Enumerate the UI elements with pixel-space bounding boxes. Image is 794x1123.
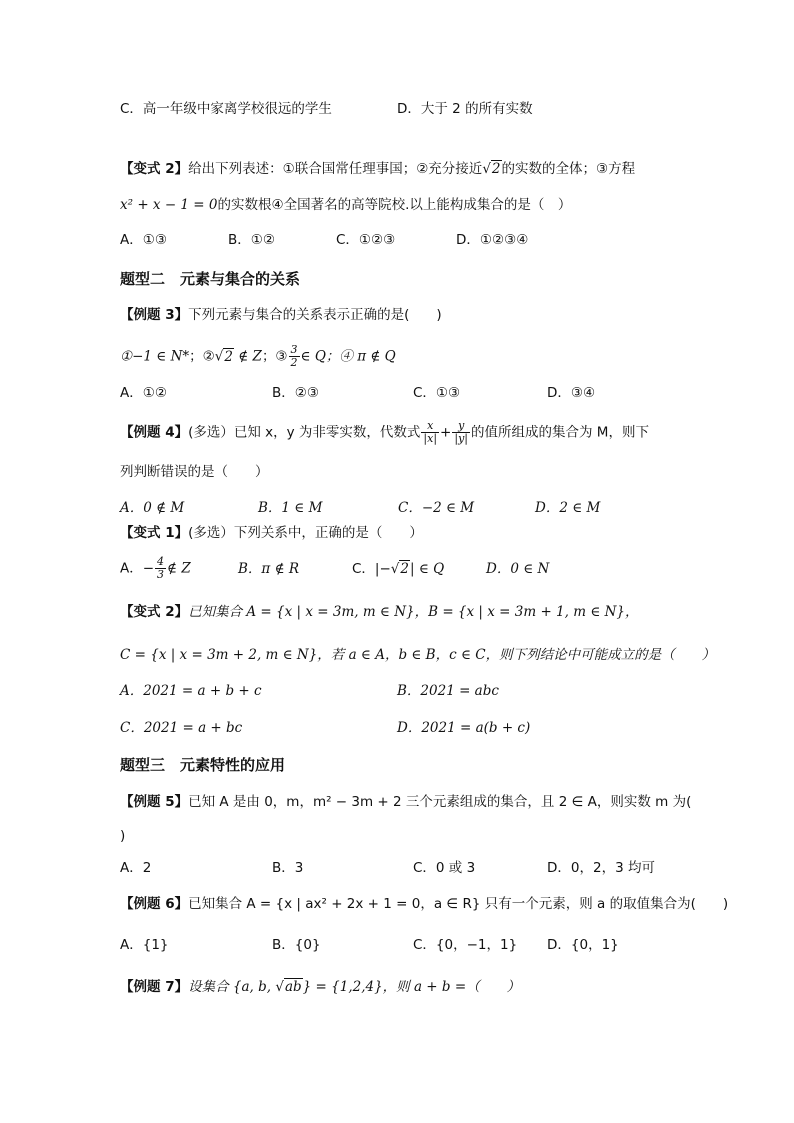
option-d: D．0 ∈ N (486, 561, 550, 577)
question-text: 给出下列表述：①联合国常任理事国；②充分接近 (188, 161, 483, 177)
fraction: $\frac{4}{3}$ (157, 555, 165, 581)
option-b: B．2021 = abc (397, 683, 499, 699)
option-b: B．{0} (272, 937, 321, 953)
option-b: B．π ∉ R (238, 561, 300, 577)
question-text: 已知 A 是由 0，m，m² − 3m + 2 三个元素组成的集合，且 2 ∈ A，则实数 m 为( (188, 794, 692, 810)
question-tag: 【例题 6】 (120, 896, 189, 912)
option-b: B．3 (272, 860, 304, 876)
option-c: C．{0，−1，1} (413, 937, 518, 953)
question-text: (多选）下列关系中，正确的是（ ） (188, 525, 423, 541)
question-tag: 【例题 4】 (120, 424, 189, 441)
question-text: 的实数的全体；③方程 (501, 161, 636, 177)
fraction: $\frac{3}{2}$ (290, 343, 298, 369)
option-c: C．①②③ (336, 232, 396, 248)
option-d: D．③④ (547, 385, 596, 401)
question-tag: 【变式 2】 (120, 604, 189, 620)
option-c: C．−2 ∈ M (398, 500, 475, 516)
option-a: A．①③ (120, 232, 167, 248)
section-heading-type2: 题型二 元素与集合的关系 (120, 270, 301, 288)
example-4-line1: 【例题 4】(多选）已知 x，y 为非零实数，代数式 $\frac{x}{|x|}$ + $\frac{y}{|y|}$ 的值所组成的集合为 M，则下 (120, 419, 649, 445)
option-c: C．高一年级中家离学校很远的学生 (120, 101, 332, 117)
option-a: A．− $\frac{4}{3}$ ∉ Z (120, 555, 191, 581)
item-3: ∈ Q (300, 348, 326, 365)
option-d: D．2 ∈ M (535, 500, 601, 516)
variant-2b-line2: C = {x | x = 3m + 2, m ∈ N}，若 a ∈ A，b ∈ B，c ∈ C，则下列结论中可能成立的是（ ） (120, 647, 716, 663)
section-heading-type3: 题型三 元素特性的应用 (120, 756, 286, 774)
question-text: } = {1,2,4}，则 a + b =（ ） (302, 979, 521, 995)
sqrt-expression: √2 (214, 348, 233, 365)
example-3-stem (120, 305, 442, 325)
item-1: ①−1 ∈ N* (120, 348, 190, 365)
option-d: D．{0，1} (547, 937, 619, 953)
question-text: (多选）已知 x，y 为非零实数，代数式 (188, 424, 421, 441)
variant-2b-line1 (120, 602, 639, 622)
variant-2a-line2 (120, 195, 571, 215)
option-b: B．①② (228, 232, 275, 248)
item-2: ∉ Z (233, 348, 262, 365)
option-c: C．①③ (413, 385, 461, 401)
item-3-prefix: ；③ (261, 348, 288, 365)
variant-1-stem (120, 523, 423, 543)
example-5-line2: ) (120, 828, 126, 844)
fraction: $\frac{x}{|x|}$ (423, 419, 438, 445)
option-a: A．2021 = a + b + c (120, 683, 262, 699)
option-d: D．2021 = a(b + c) (397, 720, 531, 736)
question-tag: 【例题 7】 (120, 979, 189, 995)
question-tag: 【例题 5】 (120, 794, 189, 810)
option-c: C．|−√2| ∈ Q (352, 561, 445, 577)
option-d: D．①②③④ (456, 232, 529, 248)
option-a: A．①② (120, 385, 167, 401)
option-b: B．1 ∈ M (258, 500, 323, 516)
example-3-items (120, 344, 396, 369)
equation: x² + x − 1 = 0 (120, 197, 218, 213)
sqrt-expression: √2 (482, 161, 501, 177)
question-text: 设集合 {a, b, (188, 979, 276, 995)
example-5-line1 (120, 792, 691, 812)
question-text: 的值所组成的集合为 M，则下 (471, 424, 649, 441)
question-text: 下列元素与集合的关系表示正确的是( ) (188, 307, 442, 323)
question-tag: 【变式 2】 (120, 161, 189, 177)
option-a: A．{1} (120, 937, 169, 953)
fraction: $\frac{y}{|y|}$ (454, 419, 468, 445)
question-text: 已知集合 A = {x | ax² + 2x + 1 = 0，a ∈ R} 只有一个元素，则 a 的取值集合为( ) (188, 896, 729, 912)
option-c: C．2021 = a + bc (120, 720, 243, 736)
option-a: A．2 (120, 860, 152, 876)
example-4-line2: 列判断错误的是（ ） (120, 464, 269, 480)
sqrt-expression: √ab (275, 979, 302, 995)
variant-2a-line1 (120, 159, 635, 179)
example-6-stem (120, 894, 728, 914)
question-tag: 【例题 3】 (120, 307, 189, 323)
option-c: C．0 或 3 (413, 860, 476, 876)
item-2-prefix: ；② (189, 348, 215, 365)
option-b: B．②③ (272, 385, 319, 401)
option-d: D．0，2，3 均可 (547, 860, 655, 876)
example-7-stem (120, 977, 520, 997)
option-d: D．大于 2 的所有实数 (397, 101, 533, 117)
item-4: ；④ π ∉ Q (325, 348, 396, 365)
question-text: 已知集合 A = {x | x = 3m, m ∈ N}，B = {x | x = 3m + 1, m ∈ N}， (188, 604, 639, 620)
sqrt-expression: √2 (390, 561, 409, 577)
question-tag: 【变式 1】 (120, 525, 189, 541)
option-a: A．0 ∉ M (120, 500, 185, 516)
question-text: 的实数根④全国著名的高等院校.以上能构成集合的是（ ） (217, 197, 572, 213)
